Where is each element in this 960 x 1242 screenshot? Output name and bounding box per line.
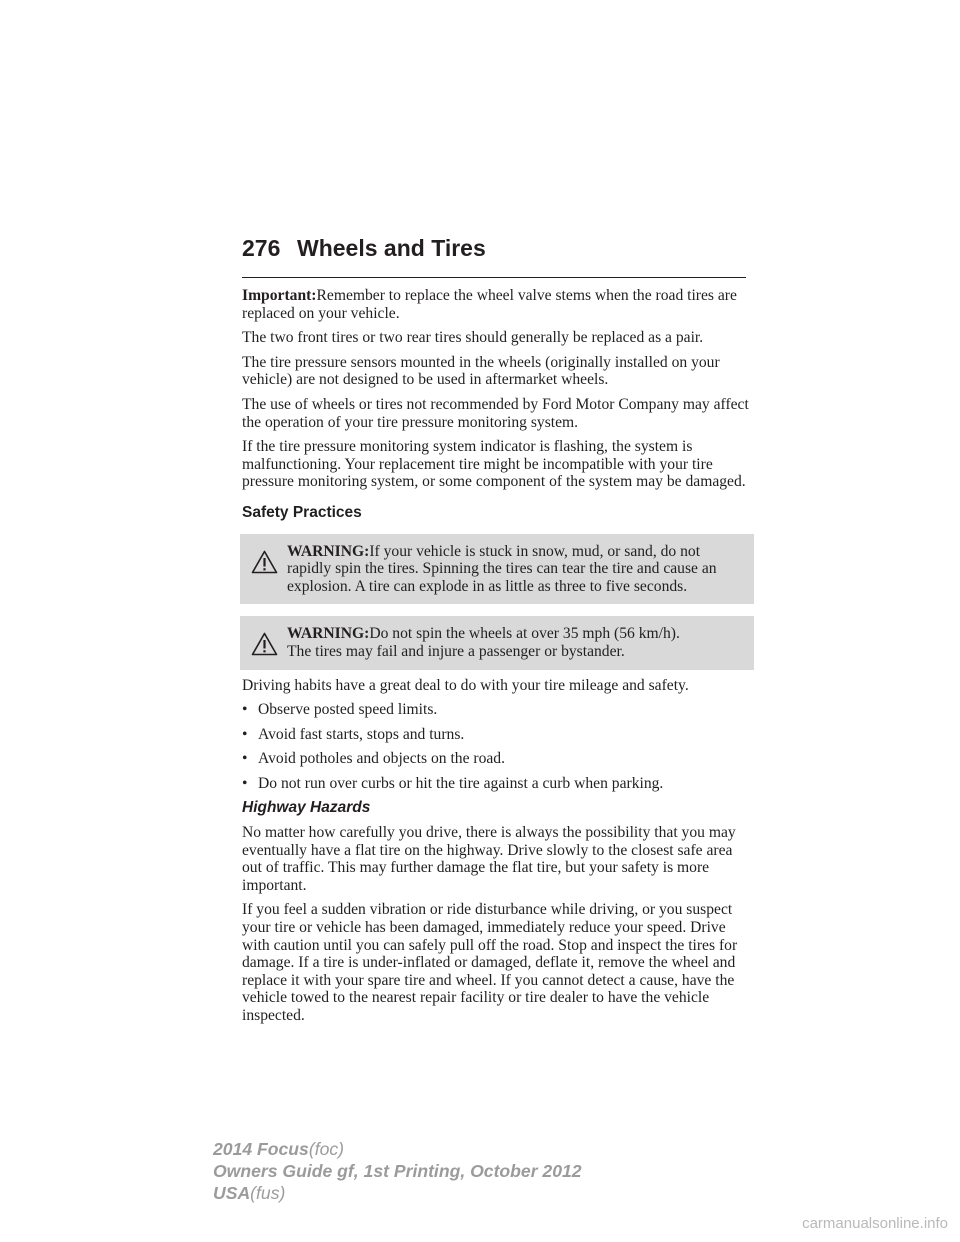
paragraph: Driving habits have a great deal to do with your tire mileage and safety.	[242, 676, 689, 694]
paragraph: No matter how carefully you drive, there is always the possibility that you may eventually have a flat tire on the highway. Drive slowly to the closest safe area out of traffic. This may further damage the flat tire, but your safety is more important.	[242, 824, 736, 894]
footer-model: 2014 Focus	[213, 1139, 309, 1159]
list-item: • Observe posted speed limits.	[242, 701, 752, 719]
page-header	[242, 233, 746, 278]
warning-text: If your vehicle is stuck in snow, mud, or sand, do not	[369, 542, 701, 560]
warning-label: WARNING:	[287, 542, 370, 560]
paragraph: If the tire pressure monitoring system indicator is flashing, the system is malfunctioning. Your replacement tire might be incompatible with your tire pressure monitoring system, or some component of the system may be damaged.	[242, 438, 746, 491]
warning-first-line	[242, 543, 748, 561]
footer-market-code: (fus)	[250, 1183, 286, 1203]
warning-text-rest: The tires may fail and injure a passenger or bystander.	[287, 642, 625, 660]
page-content	[242, 287, 752, 1032]
list-item: • Avoid fast starts, stops and turns.	[242, 726, 752, 744]
footer-line	[213, 1182, 582, 1204]
driving-tips-list	[242, 701, 752, 792]
warning-first-line	[242, 625, 748, 643]
warning-text-rest: rapidly spin the tires. Spinning the tires can tear the tire and cause an explosion. A tire can explode in as little as three to five seconds.	[287, 560, 717, 595]
highway-hazards-heading: Highway Hazards	[242, 799, 371, 817]
watermark: carmanualsonline.info	[802, 1215, 948, 1232]
page-number: 276	[242, 235, 281, 261]
paragraph: The two front tires or two rear tires should generally be replaced as a pair.	[242, 329, 704, 347]
warning-label: WARNING:	[287, 625, 370, 643]
page-footer	[213, 1138, 582, 1204]
list-item: • Avoid potholes and objects on the road.	[242, 750, 752, 768]
paragraph: The use of wheels or tires not recommended by Ford Motor Company may affect the operation of your tire pressure monitoring system.	[242, 395, 749, 431]
paragraph: If you feel a sudden vibration or ride disturbance while driving, or you suspect your tire or vehicle has been damaged, immediately reduce your speed. Drive with caution until you can safely pull off the road. Stop and inspect the tires for damage. If a tire is under-inflated or damaged, deflate it, remove the wheel and replace it with your spare tire and wheel. If you cannot detect a cause, have the vehicle towed to the nearest repair facility or tire dealer to have the vehicle inspected.	[242, 901, 738, 1024]
safety-practices-heading: Safety Practices	[242, 503, 362, 521]
footer-line: Owners Guide gf, 1st Printing, October 2012	[213, 1161, 582, 1181]
warning-triangle-icon	[251, 632, 278, 656]
important-text: Remember to replace the wheel valve stems when the road tires are replaced on your vehicle.	[242, 287, 737, 322]
paragraph: The tire pressure sensors mounted in the wheels (originally installed on your vehicle) are not designed to be used in aftermarket wheels.	[242, 353, 720, 389]
footer-model-code: (foc)	[308, 1139, 345, 1159]
important-label: Important:	[242, 287, 317, 304]
footer-market: USA	[213, 1183, 251, 1203]
important-note	[242, 287, 752, 322]
warning-triangle-icon	[251, 550, 278, 574]
section-title: Wheels and Tires	[297, 235, 486, 261]
footer-line	[213, 1138, 582, 1160]
warning-box	[240, 616, 754, 669]
warning-box	[240, 534, 754, 605]
list-item: • Do not run over curbs or hit the tire against a curb when parking.	[242, 775, 752, 793]
warning-text: Do not spin the wheels at over 35 mph (56 km/h).	[369, 625, 680, 643]
